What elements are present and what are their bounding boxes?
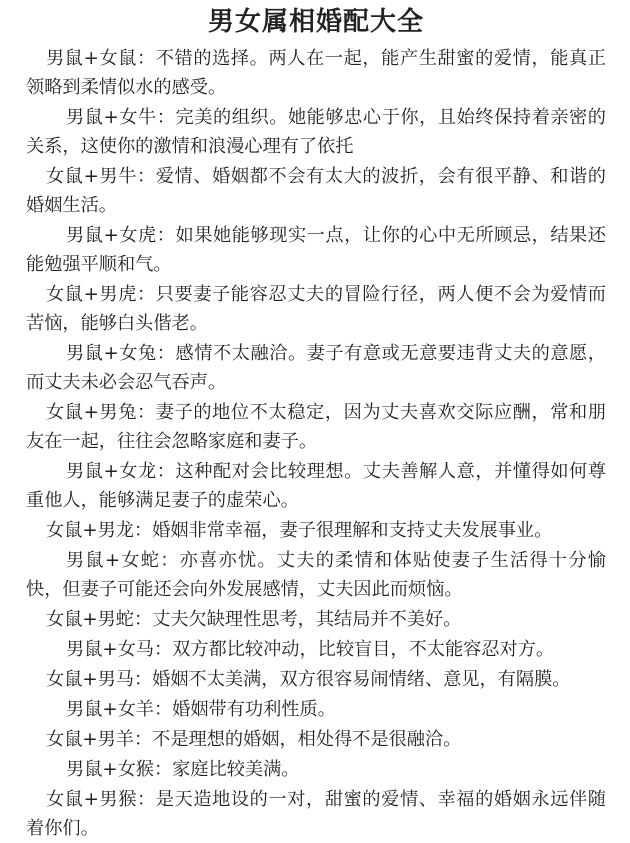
article-body	[26, 44, 606, 843]
paragraph: 女鼠+男兔：妻子的地位不太稳定，因为丈夫喜欢交际应酬，常和朋友在一起，往往会忽略家庭和妻子。	[26, 402, 606, 452]
paragraph: 男鼠+女龙：这种配对会比较理想。丈夫善解人意，并懂得如何尊重他人，能够满足妻子的虚荣心。	[26, 461, 606, 511]
paragraph: 女鼠+男猴：是天造地设的一对，甜蜜的爱情、幸福的婚姻永远伴随着你们。	[26, 789, 606, 839]
paragraph: 女鼠+男羊：不是理想的婚姻，相处得不是很融洽。	[46, 729, 462, 750]
paragraph: 男鼠+女牛：完美的组织。她能够忠心于你，且始终保持着亲密的关系，这使你的激情和浪漫心理有了依托	[26, 107, 606, 157]
paragraph: 男鼠+女猴：家庭比较美满。	[66, 759, 300, 780]
page-title: 男女属相婚配大全	[207, 7, 424, 37]
paragraph: 男鼠+女虎：如果她能够现实一点，让你的心中无所顾忌，结果还能勉强平顺和气。	[26, 225, 606, 275]
paragraph: 女鼠+男蛇：丈夫欠缺理性思考，其结局并不美好。	[46, 609, 462, 630]
paragraph: 男鼠+女兔：感情不太融洽。妻子有意或无意要违背丈夫的意愿，而丈夫未必会忍气吞声。	[26, 343, 606, 393]
paragraph: 女鼠+男龙：婚姻非常幸福，妻子很理解和支持丈夫发展事业。	[46, 520, 553, 541]
paragraph: 男鼠+女蛇：亦喜亦忧。丈夫的柔情和体贴使妻子生活得十分愉快，但妻子可能还会向外发展感情，丈夫因此而烦恼。	[26, 550, 606, 600]
paragraph: 男鼠+女羊：婚姻带有功利性质。	[66, 699, 336, 720]
paragraph: 女鼠+男马：婚姻不太美满，双方很容易闹情绪、意见，有隔膜。	[46, 669, 571, 690]
paragraph: 男鼠+女鼠：不错的选择。两人在一起，能产生甜蜜的爱情，能真正领略到柔情似水的感受。	[26, 48, 606, 98]
paragraph: 女鼠+男牛：爱情、婚姻都不会有太大的波折，会有很平静、和谐的婚姻生活。	[26, 166, 606, 216]
paragraph: 女鼠+男虎：只要妻子能容忍丈夫的冒险行径，两人便不会为爱情而苦恼，能够白头偕老。	[26, 284, 606, 334]
paragraph: 男鼠+女马：双方都比较冲动，比较盲目，不太能容忍对方。	[66, 639, 555, 660]
